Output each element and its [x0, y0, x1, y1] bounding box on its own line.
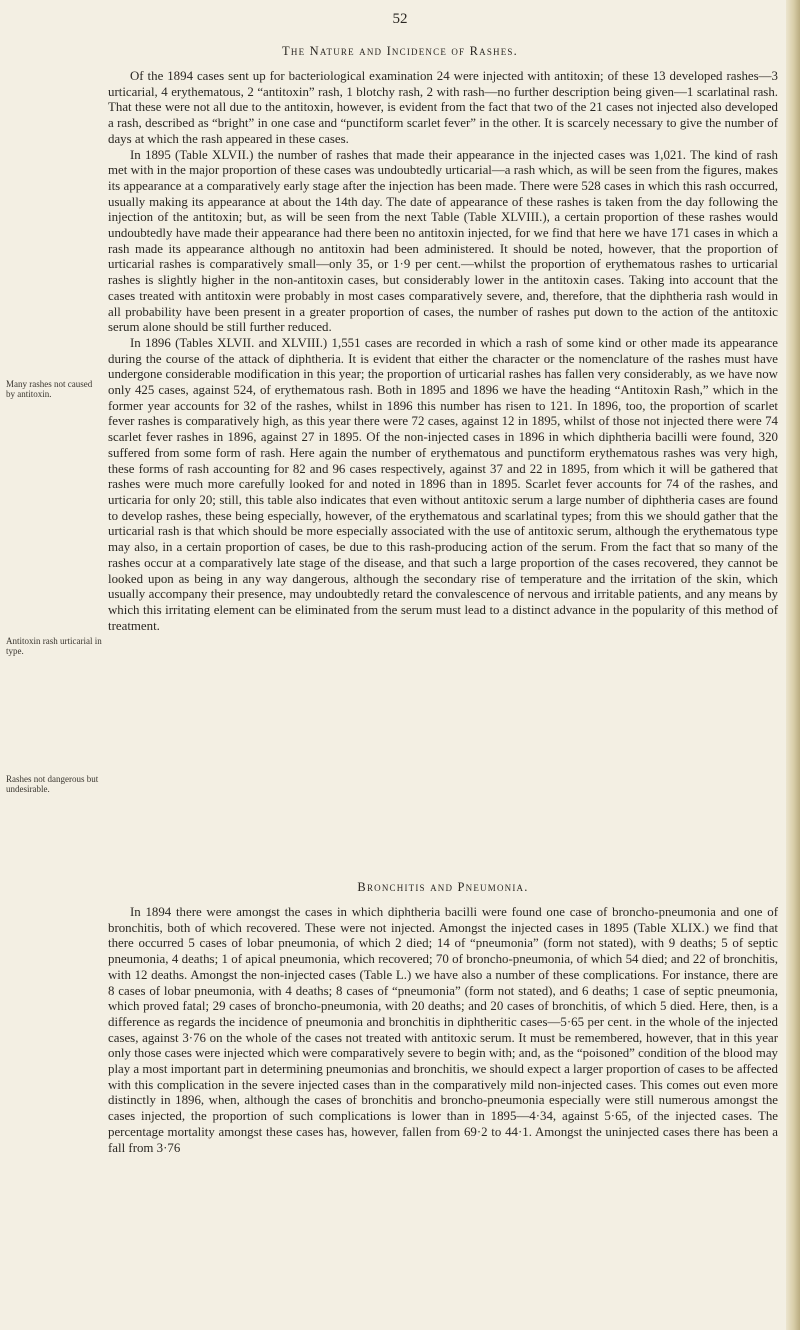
margin-note-urticarial-type: Antitoxin rash urticarial in type.	[6, 636, 102, 656]
margin-note-not-dangerous: Rashes not dangerous but undesirable.	[6, 774, 99, 794]
page-number: 52	[392, 11, 408, 27]
page-edge-shadow	[786, 0, 800, 1330]
running-head: The Nature and Incidence of Rashes.	[282, 44, 518, 58]
paragraph-1896-cases: In 1896 (Tables XLVII. and XLVIII.) 1,551 cases are recorded in which a rash of some kind or other made its appearance during the course of the attack of diphtheria. It is evident that either the character or the nomenclature of the rashes must have undergone considerable modification in this year; the proportion of urticarial rashes has fallen very considerably, as we have now only 425 cases, against 524, of erythematous rash. Both in 1895 and 1896 we have the heading “Antitoxin Rash,” which in the former year accounts for 32 of the rashes, whilst in 1896 this number has risen to 121. In 1896, too, the proportion of scarlet fever rashes is comparatively high, as this year there were 72 cases, against 12 in 1895, whilst of those not injected there were 74 scarlet fever rashes in 1896, against 27 in 1895. Of the non-injected cases in 1896 in which diphtheria bacilli were found, 320 suffered from some form of rash. Here again the number of erythematous and punctiform erythematous rashes was very high, these forms of rash accounting for 82 and 96 cases respectively, against 37 and 22 in 1895, from which it will be gathered that rashes were much more carefully looked for and noted in 1896 than in 1895. Scarlet fever accounts for 74 of the rashes, and urticaria for only 20; still, this table also indicates that even without antitoxic serum a large number of diphtheria cases are found to develop rashes, these being especially, however, of the erythematous and scarlatinal types; from this we should gather that the urticarial rash is that which should be more especially associated with the use of antitoxic serum, although the erythematous type may also, in a certain proportion of cases, be due to this rash-producing action of the serum. From the fact that so many of the rashes occur at a comparatively late stage of the disease, and that such a large proportion of the cases recovered, they cannot be looked upon as being in any way dangerous, although the secondary rise of temperature and the irritation of the skin, which usually accompany their presence, may undoubtedly retard the convalescence of nervous and irritable patients, and any means by which this irritating element can be eliminated from the serum must lead to a distinct advance in the popularity of this method of treatment.	[108, 335, 778, 633]
margin-note-rashes-not-caused: Many rashes not caused by antitoxin.	[6, 379, 93, 399]
section-heading-bronchitis: Bronchitis and Pneumonia.	[357, 880, 529, 894]
paragraph-1895-cases: In 1895 (Table XLVII.) the number of rashes that made their appearance in the injected cases was 1,021. The kind of rash met with in the major proportion of these cases was undoubtedly urticarial—a rash which, as will be seen from the figures, makes its appearance at a comparatively early stage after the injection has been made. There were 528 cases in which this rash occurred, usually making its appearance at about the 14th day. The date of appearance of these rashes is taken from the day following the injection of the antitoxin; but, as will be seen from the next Table (Table XLVIII.), a certain proportion of these rashes would undoubtedly have made their appearance had there been no antitoxin injected, for we find that here we have 171 cases in which a rash made its appearance although no antitoxin had been administered. It should be noted, however, that the proportion of urticarial rashes is comparatively small—only 35, or 1·9 per cent.—whilst the proportion of erythematous rashes to urticarial rashes is slightly higher in the non-antitoxin cases, but considerably lower in the antitoxin cases. Taking into account that the cases treated with antitoxin were probably in most cases comparatively severe, and, therefore, that the diphtheria rash would in all probability have been present in a greater proportion of cases, the number of rashes put down to the action of the antitoxic serum alone should be still further reduced.	[108, 147, 778, 335]
paragraph-bronchitis-pneumonia: In 1894 there were amongst the cases in which diphtheria bacilli were found one case of broncho-pneumonia and one of bronchitis, both of which recovered. These were not injected. Amongst the injected cases in 1895 (Table XLIX.) we find that there occurred 5 cases of lobar pneumonia, of which 2 died; 14 of “pneumonia” (form not stated), with 9 deaths; 5 of septic pneumonia, 4 deaths; 1 of apical pneumonia, which recovered; 70 of broncho-pneumonia, of which 54 died; and 22 of bronchitis, with 12 deaths. Amongst the non-injected cases (Table L.) we have also a number of these complications. For instance, there are 8 cases of lobar pneumonia, with 4 deaths; 8 cases of “pneumonia” (form not stated), and 6 deaths; 1 case of septic pneumonia, which proved fatal; 29 cases of broncho-pneumonia, with 20 deaths; and 20 cases of bronchitis, of which 5 died. Here, then, is a difference as regards the incidence of pneumonia and bronchitis in diphtheritic cases—5·65 per cent. in the whole of the injected cases, against 3·76 on the whole of the cases not treated with antitoxic serum. It must be remembered, however, that in this year only those cases were injected which were comparatively severe to begin with; and, as the “poisoned” condition of the blood may play a most important part in determining pneumonias and bronchitis, we should expect a larger proportion of cases to be affected with this complication in the severe injected cases than in the comparatively mild non-injected cases. This comes out even more distinctly in 1896, when, although the cases of bronchitis and broncho-pneumonia especially were still numerous amongst the cases injected, the proportion of such complications is lower than in 1895—4·34, against 5·65, of the injected cases. The percentage mortality amongst these cases has, however, fallen from 69·2 to 44·1. Amongst the uninjected cases there has been a fall from 3·76	[108, 905, 779, 1155]
paragraph-1894-cases: Of the 1894 cases sent up for bacteriological examination 24 were injected with antitoxin; of these 13 developed rashes—3 urticarial, 4 erythematous, 2 “antitoxin” rash, 1 blotchy rash, 2 with rash—no further description being given—1 scarlatinal rash. That these were not all due to the antitoxin, however, is evident from the fact that two of the 21 cases not injected also developed a rash, described as “bright” in one case and “punctiform scarlet fever” in the other. It is scarcely necessary to give the number of days at which the rash appeared in these cases.	[108, 69, 778, 146]
rashes-section-body	[108, 69, 778, 634]
bronchitis-section-body	[108, 905, 778, 1156]
